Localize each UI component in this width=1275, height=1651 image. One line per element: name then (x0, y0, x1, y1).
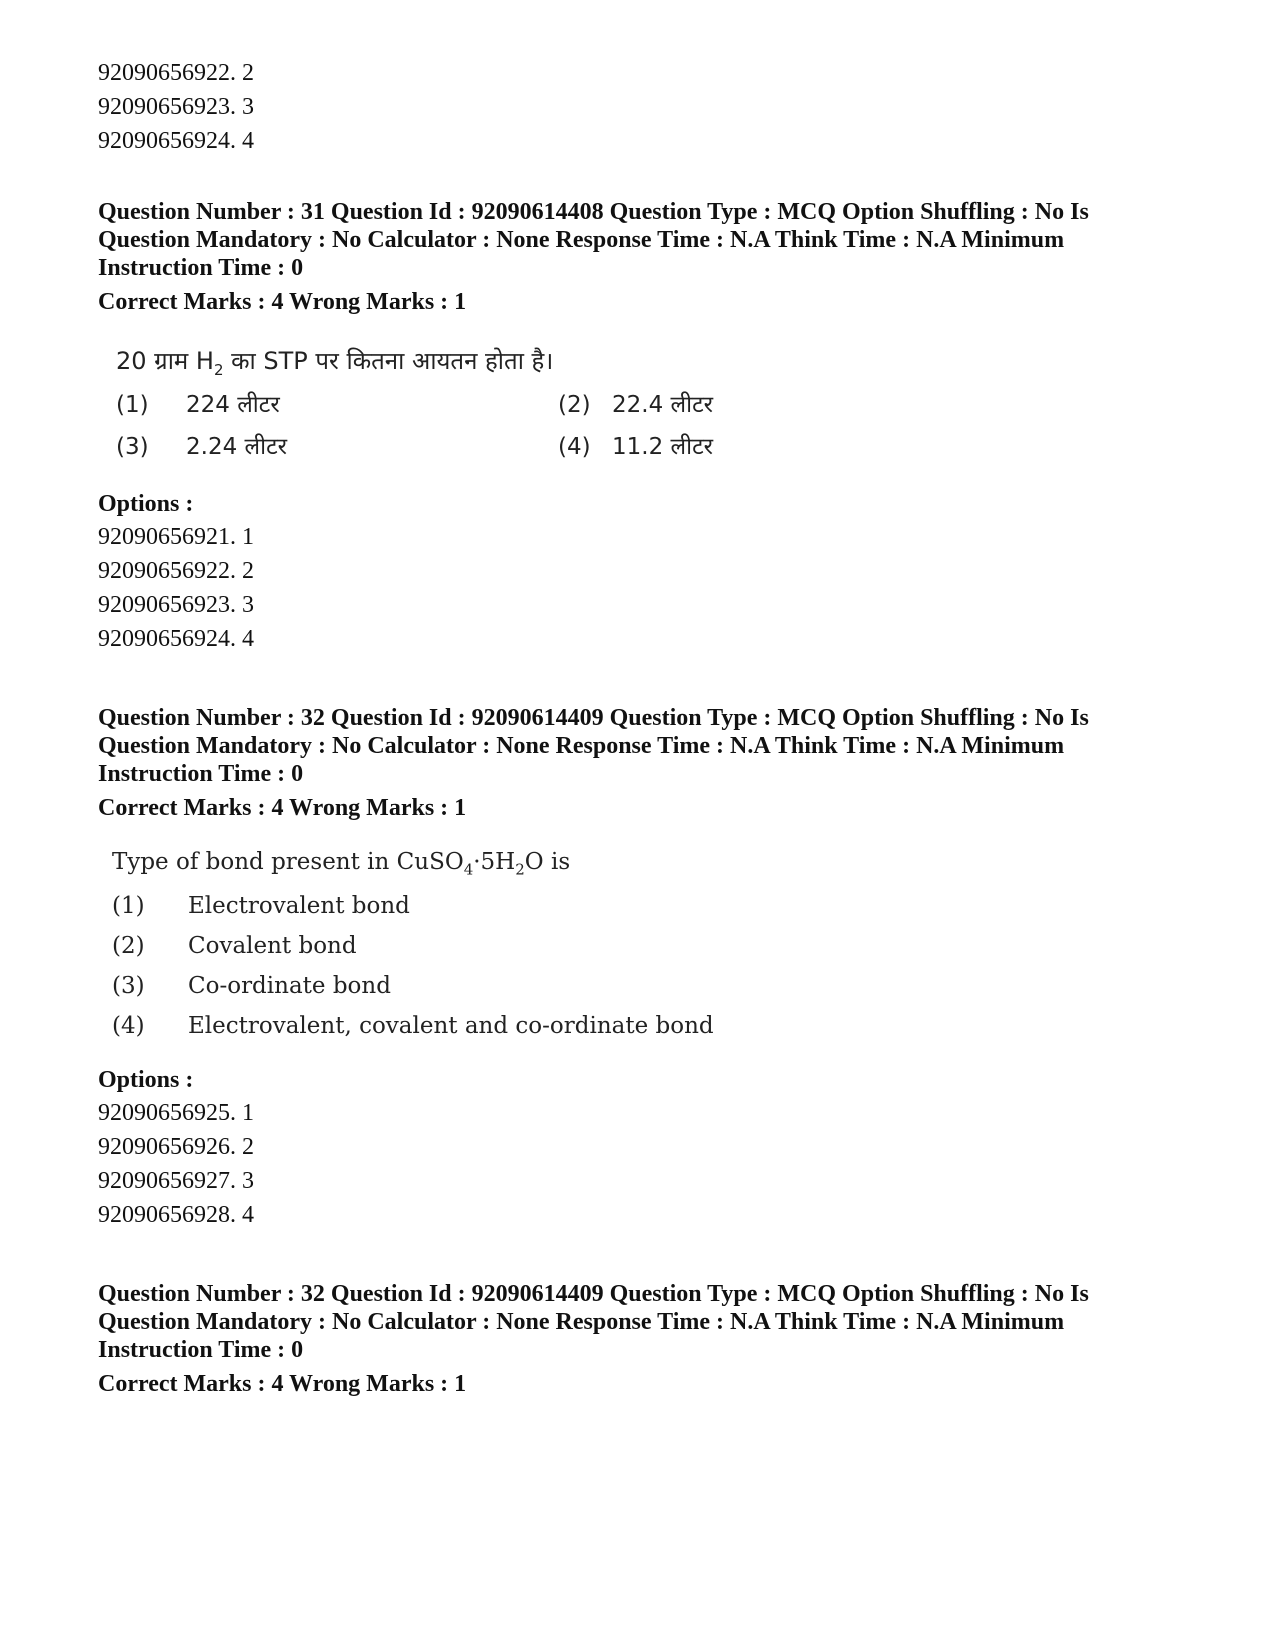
meta-line-3: Instruction Time : 0 (98, 761, 304, 787)
choice-number: (1) (112, 893, 145, 919)
question-meta (98, 1280, 1188, 1364)
meta-line-3: Instruction Time : 0 (98, 1337, 304, 1363)
meta-line-2: Question Mandatory : No Calculator : None Response Time : N.A Think Time : N.A Minimum (98, 1309, 1065, 1335)
document-page (98, 56, 1188, 1398)
choice-row (98, 1006, 1188, 1046)
choice-row (98, 966, 1188, 1006)
option-line: 92090656926. 2 (98, 1134, 254, 1160)
choice-row (98, 886, 1188, 926)
marks-line: Correct Marks : 4 Wrong Marks : 1 (98, 289, 467, 315)
question-stem: 20 ग्राम $H_2$ का STP पर कितना आयतन होता है। (116, 347, 554, 379)
option-line: 92090656924. 4 (98, 626, 254, 652)
choice-number: (4) (558, 434, 591, 460)
choice-text: Co-ordinate bond (188, 973, 391, 999)
question-32-repeat-block (98, 1280, 1188, 1398)
question-image (98, 338, 1188, 468)
options-label: Options : (98, 491, 194, 517)
choice-text: 11.2 लीटर (612, 434, 714, 460)
meta-line-1: Question Number : 31 Question Id : 92090614408 Question Type : MCQ Option Shuffling : No Is (98, 199, 1089, 225)
question-31-block (98, 198, 1188, 656)
choice-number: (2) (112, 933, 145, 959)
choice-row (98, 926, 1188, 966)
meta-line-2: Question Mandatory : No Calculator : None Response Time : N.A Think Time : N.A Minimum (98, 733, 1065, 759)
option-line: 92090656921. 1 (98, 524, 254, 550)
option-line: 92090656928. 4 (98, 1202, 254, 1228)
choice-row (98, 384, 1188, 426)
choice-number: (3) (116, 434, 149, 460)
meta-line-1: Question Number : 32 Question Id : 92090614409 Question Type : MCQ Option Shuffling : No Is (98, 1281, 1089, 1307)
top-options-list (98, 56, 1188, 158)
marks-line: Correct Marks : 4 Wrong Marks : 1 (98, 795, 467, 821)
option-line: 92090656923. 3 (98, 592, 254, 618)
choice-text: 2.24 लीटर (186, 434, 288, 460)
choice-text: 224 लीटर (186, 392, 280, 418)
option-line: 92090656927. 3 (98, 1168, 254, 1194)
option-line: 92090656924. 4 (98, 128, 254, 154)
question-stem: Type of bond present in $CuSO_4\cdot 5H_2O$ is (112, 849, 571, 879)
options-label: Options : (98, 1067, 194, 1093)
choice-text: Electrovalent bond (188, 893, 410, 919)
choice-number: (4) (112, 1013, 145, 1039)
choice-number: (2) (558, 392, 591, 418)
choice-number: (1) (116, 392, 149, 418)
question-image (98, 838, 1188, 1046)
marks-line: Correct Marks : 4 Wrong Marks : 1 (98, 1371, 467, 1397)
choice-number: (3) (112, 973, 145, 999)
option-line: 92090656925. 1 (98, 1100, 254, 1126)
choice-text: Electrovalent, covalent and co-ordinate bond (188, 1013, 714, 1039)
meta-line-2: Question Mandatory : No Calculator : None Response Time : N.A Think Time : N.A Minimum (98, 227, 1065, 253)
option-line: 92090656922. 2 (98, 558, 254, 584)
question-meta (98, 198, 1188, 282)
choice-row (98, 426, 1188, 468)
meta-line-1: Question Number : 32 Question Id : 92090614409 Question Type : MCQ Option Shuffling : No Is (98, 705, 1089, 731)
option-line: 92090656923. 3 (98, 94, 254, 120)
option-line: 92090656922. 2 (98, 60, 254, 86)
choice-text: Covalent bond (188, 933, 357, 959)
choice-text: 22.4 लीटर (612, 392, 714, 418)
question-meta (98, 704, 1188, 788)
question-32-block (98, 704, 1188, 1232)
meta-line-3: Instruction Time : 0 (98, 255, 304, 281)
